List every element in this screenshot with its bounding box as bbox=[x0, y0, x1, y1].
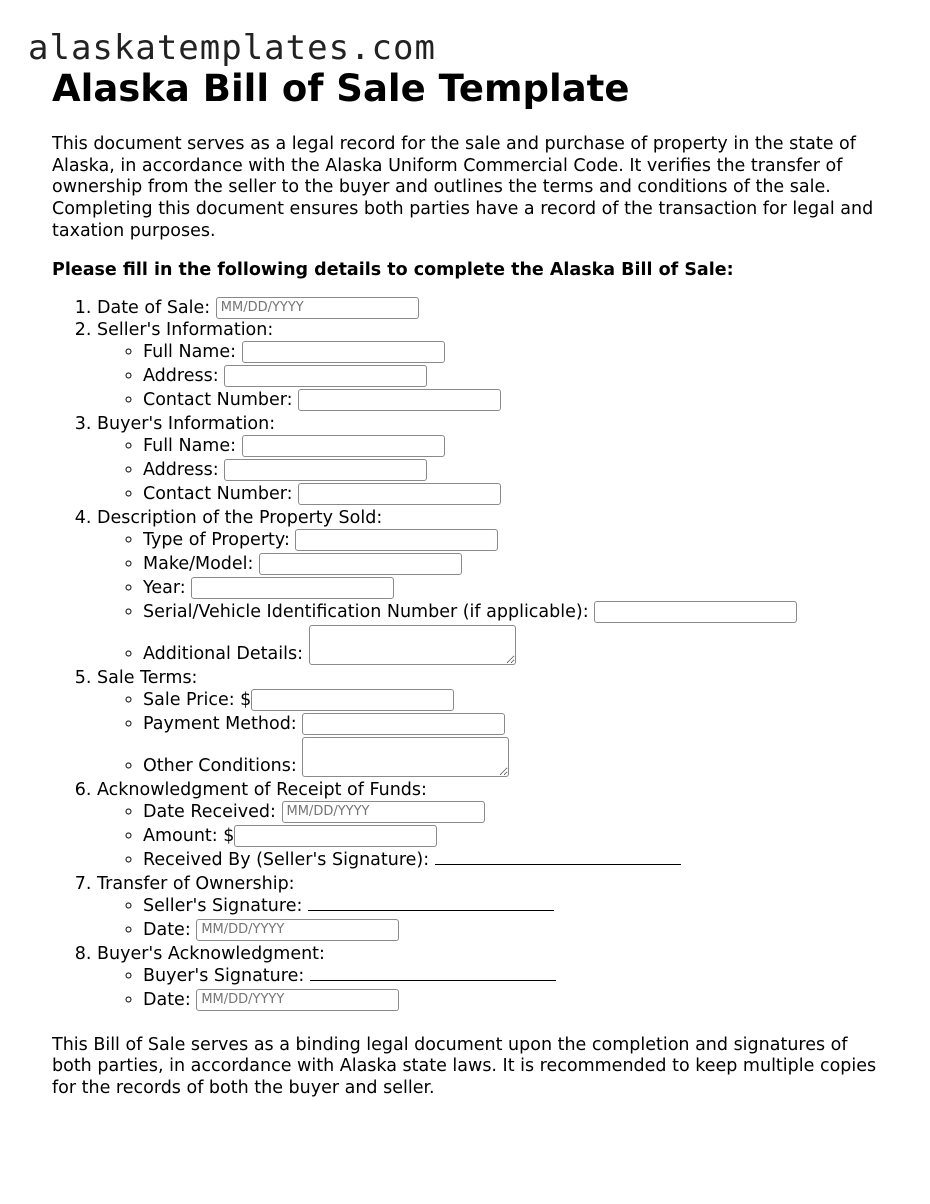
sale-price-label: Sale Price: $ bbox=[143, 689, 252, 710]
section-buyer-info bbox=[97, 413, 882, 505]
additional-details-item bbox=[143, 625, 882, 665]
section-buyer-acknowledgment bbox=[97, 943, 882, 1011]
section-date-of-sale bbox=[97, 297, 882, 319]
sale-price-input[interactable] bbox=[251, 689, 454, 711]
received-by-signature-line[interactable] bbox=[435, 850, 681, 865]
buyer-full-name-item bbox=[143, 435, 882, 457]
section-sale-terms bbox=[97, 667, 882, 777]
buyer-address-input[interactable] bbox=[224, 459, 427, 481]
make-model-item bbox=[143, 553, 882, 575]
receipt-heading: Acknowledgment of Receipt of Funds: bbox=[97, 779, 427, 800]
seller-signature-line[interactable] bbox=[308, 896, 554, 911]
site-watermark: alaskatemplates.com bbox=[28, 28, 436, 68]
buyer-contact-label: Contact Number: bbox=[143, 483, 293, 504]
make-model-label: Make/Model: bbox=[143, 553, 254, 574]
seller-signature-label: Seller's Signature: bbox=[143, 895, 303, 916]
form-sections-list bbox=[52, 297, 882, 1011]
date-received-input[interactable] bbox=[282, 801, 485, 823]
seller-full-name-label: Full Name: bbox=[143, 341, 237, 362]
serial-vin-label: Serial/Vehicle Identification Number (if applicable): bbox=[143, 601, 589, 622]
seller-contact-item bbox=[143, 389, 882, 411]
buyer-signature-item bbox=[143, 965, 882, 987]
seller-address-input[interactable] bbox=[224, 365, 427, 387]
transfer-date-item bbox=[143, 919, 882, 941]
section-transfer-of-ownership bbox=[97, 873, 882, 941]
year-item bbox=[143, 577, 882, 599]
buyer-ack-date-item bbox=[143, 989, 882, 1011]
buyer-address-item bbox=[143, 459, 882, 481]
make-model-input[interactable] bbox=[259, 553, 462, 575]
section-property bbox=[97, 507, 882, 665]
date-received-item bbox=[143, 801, 882, 823]
serial-vin-input[interactable] bbox=[594, 601, 797, 623]
amount-item bbox=[143, 825, 882, 847]
amount-label: Amount: $ bbox=[143, 825, 235, 846]
instructions-heading: Please fill in the following details to complete the Alaska Bill of Sale: bbox=[52, 259, 734, 280]
buyer-full-name-label: Full Name: bbox=[143, 435, 237, 456]
seller-contact-input[interactable] bbox=[298, 389, 501, 411]
additional-details-label: Additional Details: bbox=[143, 643, 303, 664]
seller-contact-label: Contact Number: bbox=[143, 389, 293, 410]
buyer-ack-date-input[interactable] bbox=[196, 989, 399, 1011]
buyer-contact-item bbox=[143, 483, 882, 505]
received-by-item bbox=[143, 849, 882, 871]
buyer-ack-date-label: Date: bbox=[143, 989, 191, 1010]
buyer-address-label: Address: bbox=[143, 459, 219, 480]
property-heading: Description of the Property Sold: bbox=[97, 507, 383, 528]
closing-paragraph: This Bill of Sale serves as a binding legal document upon the completion and signatures of both parties, in accordance with Alaska state laws. It is recommended to keep multiple copies for the records of both the buyer and seller. bbox=[52, 1034, 877, 1098]
seller-full-name-input[interactable] bbox=[242, 341, 445, 363]
received-by-label: Received By (Seller's Signature): bbox=[143, 849, 430, 870]
amount-input[interactable] bbox=[234, 825, 437, 847]
page-title: Alaska Bill of Sale Template bbox=[52, 67, 630, 110]
property-type-input[interactable] bbox=[295, 529, 498, 551]
transfer-date-input[interactable] bbox=[196, 919, 399, 941]
year-input[interactable] bbox=[191, 577, 394, 599]
sale-terms-heading: Sale Terms: bbox=[97, 667, 198, 688]
seller-info-heading: Seller's Information: bbox=[97, 319, 274, 340]
document-page bbox=[52, 66, 882, 1100]
payment-method-item bbox=[143, 713, 882, 735]
transfer-date-label: Date: bbox=[143, 919, 191, 940]
seller-signature-item bbox=[143, 895, 882, 917]
other-conditions-label: Other Conditions: bbox=[143, 755, 297, 776]
property-type-item bbox=[143, 529, 882, 551]
buyer-ack-heading: Buyer's Acknowledgment: bbox=[97, 943, 325, 964]
other-conditions-textarea[interactable] bbox=[302, 737, 509, 777]
buyer-full-name-input[interactable] bbox=[242, 435, 445, 457]
sale-price-item bbox=[143, 689, 882, 711]
payment-method-label: Payment Method: bbox=[143, 713, 297, 734]
intro-paragraph: This document serves as a legal record for the sale and purchase of property in the state of Alaska, in accordance with the Alaska Uniform Commercial Code. It verifies the transfer of ownership from the seller to the buyer and outlines the terms and conditions of the sale. Completing this document ensures both parties have a record of the transaction for legal and taxation purposes. bbox=[52, 134, 874, 241]
date-of-sale-input[interactable] bbox=[216, 297, 419, 319]
buyer-signature-line[interactable] bbox=[310, 966, 556, 981]
date-of-sale-label: Date of Sale: bbox=[97, 297, 211, 318]
buyer-contact-input[interactable] bbox=[298, 483, 501, 505]
transfer-heading: Transfer of Ownership: bbox=[97, 873, 295, 894]
payment-method-input[interactable] bbox=[302, 713, 505, 735]
seller-full-name-item bbox=[143, 341, 882, 363]
section-seller-info bbox=[97, 319, 882, 411]
section-receipt-of-funds bbox=[97, 779, 882, 871]
seller-address-label: Address: bbox=[143, 365, 219, 386]
other-conditions-item bbox=[143, 737, 882, 777]
serial-vin-item bbox=[143, 601, 882, 623]
property-type-label: Type of Property: bbox=[143, 529, 290, 550]
year-label: Year: bbox=[143, 577, 186, 598]
buyer-info-heading: Buyer's Information: bbox=[97, 413, 276, 434]
date-received-label: Date Received: bbox=[143, 801, 276, 822]
seller-address-item bbox=[143, 365, 882, 387]
additional-details-textarea[interactable] bbox=[309, 625, 516, 665]
buyer-signature-label: Buyer's Signature: bbox=[143, 965, 305, 986]
